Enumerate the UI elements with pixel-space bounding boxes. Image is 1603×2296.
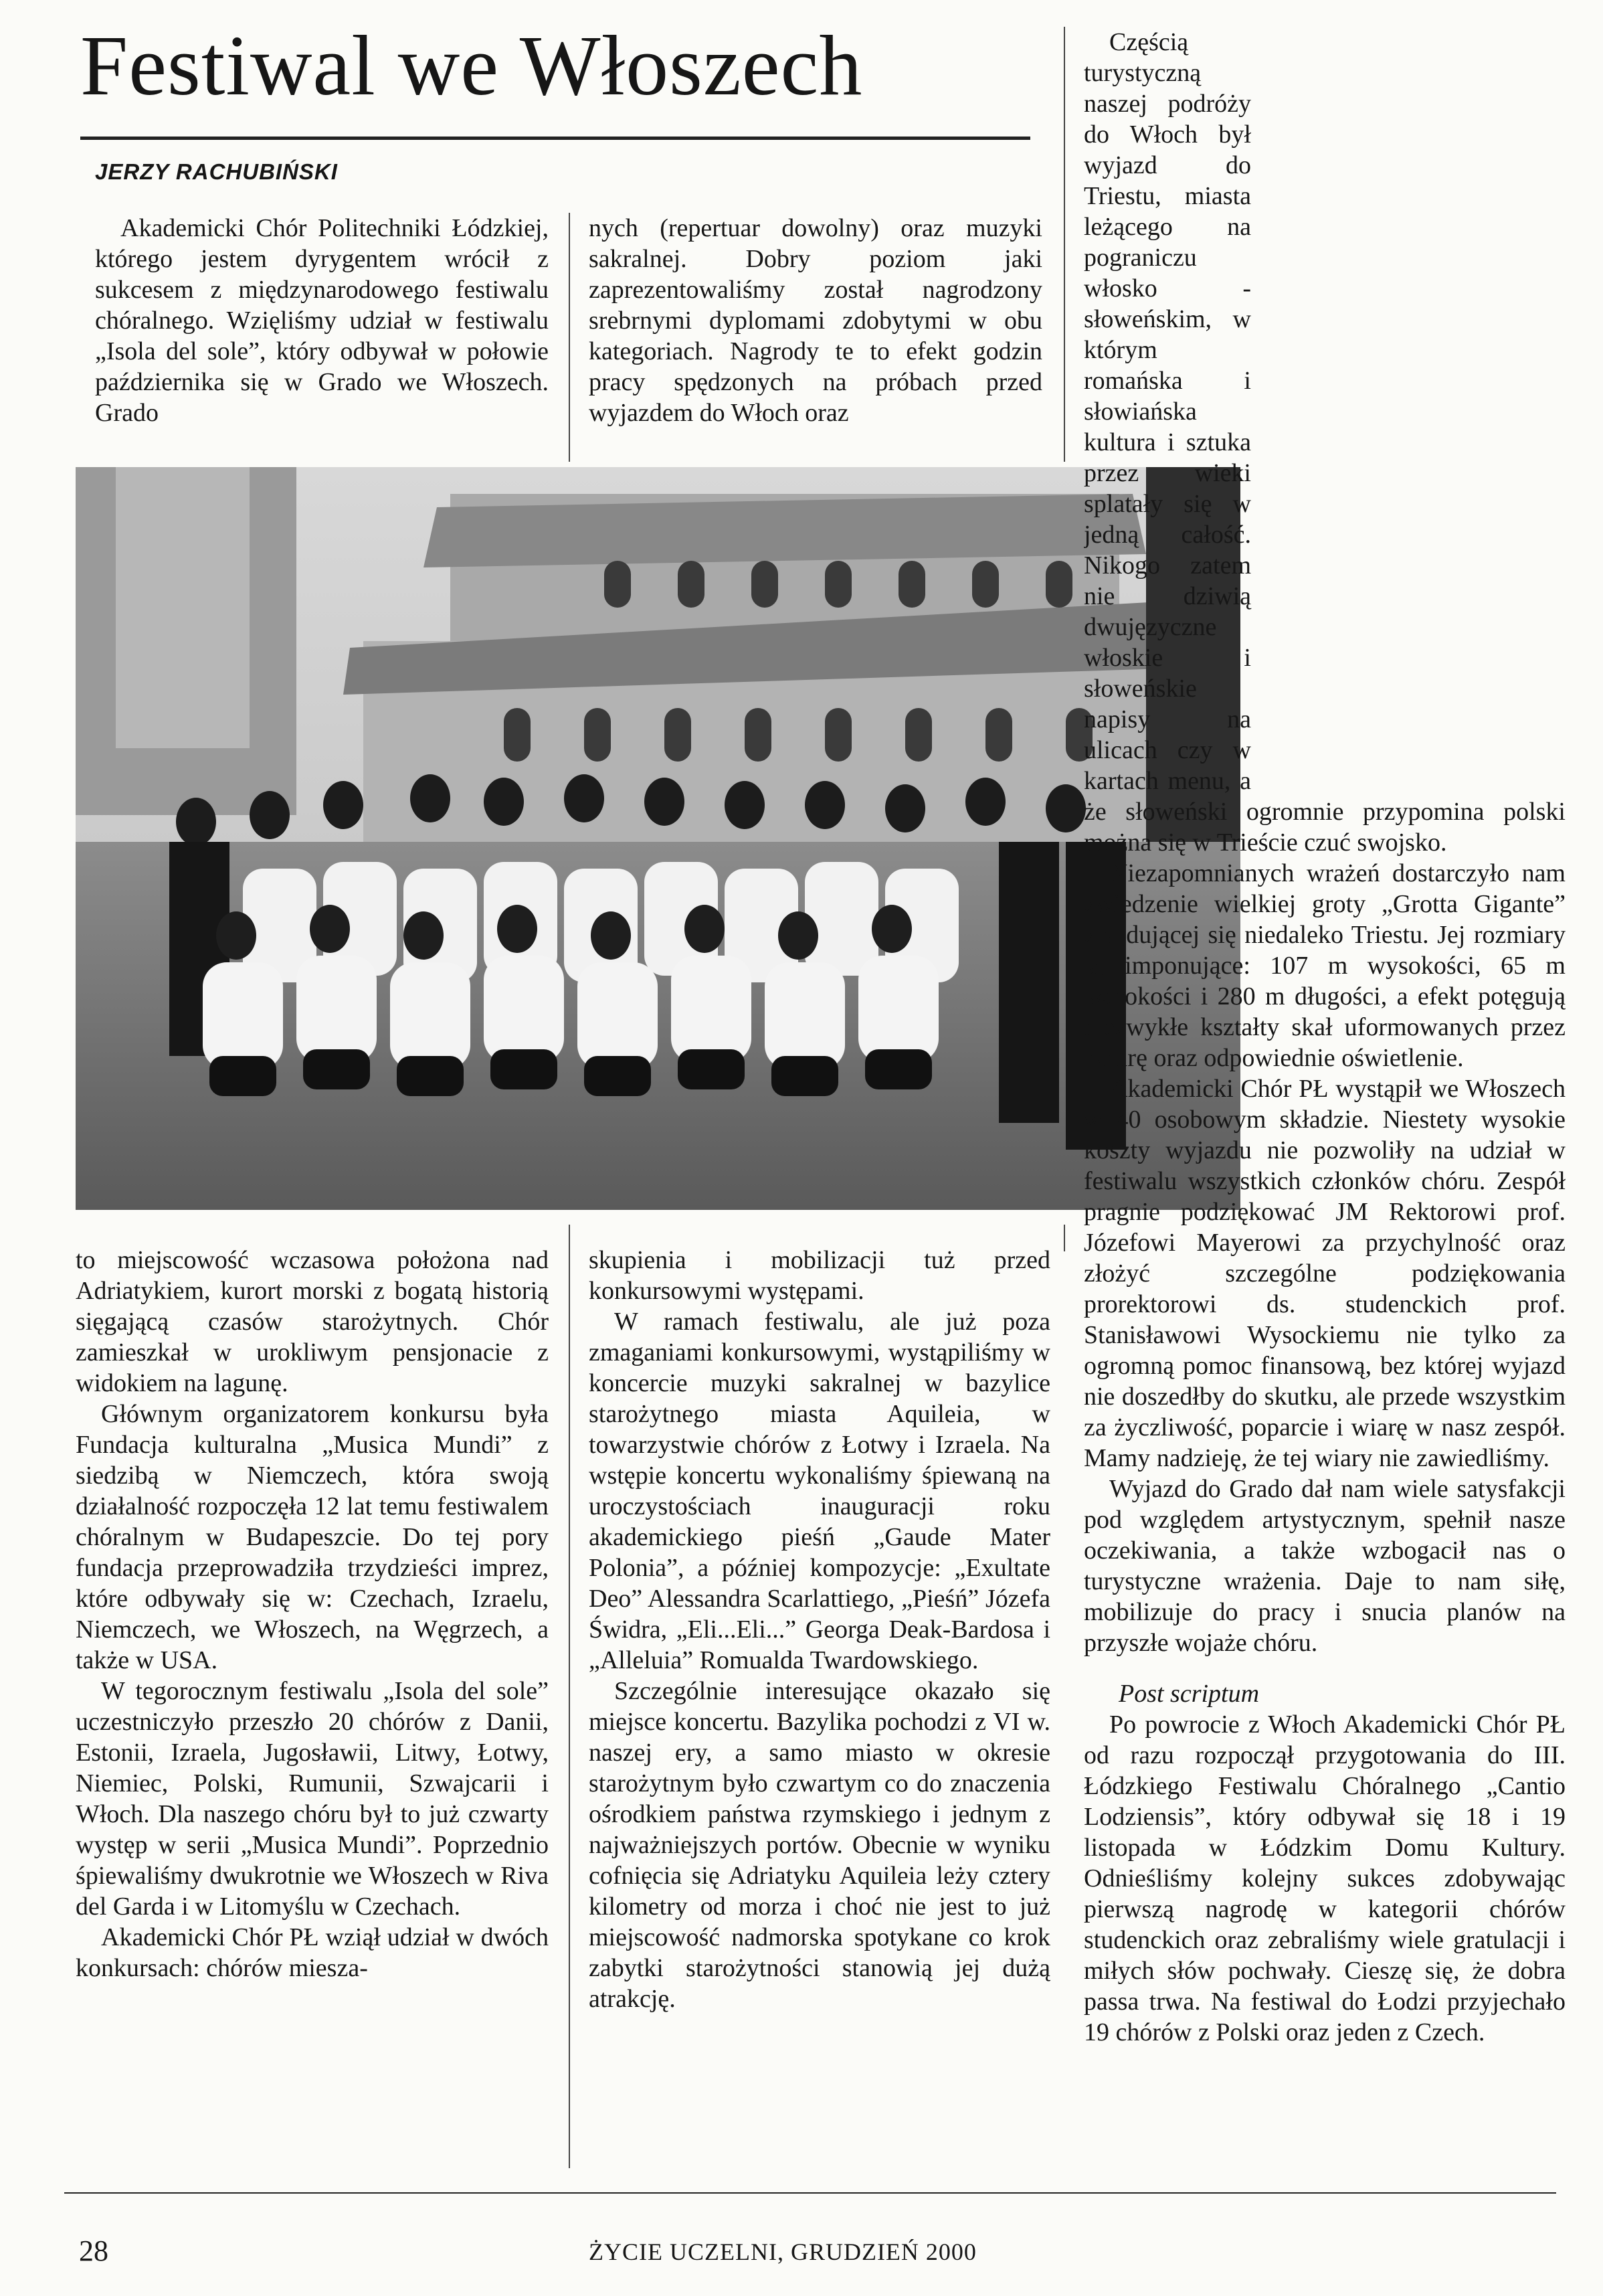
photo-wrap-space xyxy=(1251,27,1566,790)
paragraph: Częścią turystyczną naszej podróży do Włoch był wyjazd do Triestu, miasta leżącego na pograniczu włosko - słoweńskim, w którym romańska i słowiańska kultura i sztuka przez wieki splatały się w jedną całość. Nikogo zatem nie dziwią dwujęzyczne włoskie i słoweńskie napisy na ulicach czy w kartach menu, a że słoweński ogromnie przypomina polski można się w Trieście czuć swojsko. xyxy=(1084,28,1566,857)
column-separator xyxy=(569,213,570,462)
article-title: Festiwal we Włoszech xyxy=(80,18,863,113)
page-number: 28 xyxy=(79,2234,108,2267)
column-separator xyxy=(1064,27,1065,462)
column-separator xyxy=(1064,1225,1065,1251)
footer-rule xyxy=(64,2192,1556,2194)
paragraph: Głównym organizatorem konkursu była Fundacja kulturalna „Musica Mundi” z siedzibą w Niemczech, która swoją działalność rozpoczęła 12 lat temu festiwalem chóralnym w Budapeszcie. Do tej pory fundacja przeprowadziła trzydzieści imprez, które odbywały się w: Czechach, Izraelu, Niemczech, we Włoszech, na Węgrzech, a także w USA. xyxy=(76,1400,549,1674)
paragraph: Akademicki Chór PŁ wziął udział w dwóch konkursach: chórów miesza- xyxy=(76,1923,549,1982)
column-1-bottom xyxy=(76,1245,549,2161)
paragraph: Akademicki Chór PŁ wystąpił we Włoszech w 40 osobowym składzie. Niestety wysokie koszty wyjazdu nie pozwoliły na udział w festiwalu wszystkich członków chóru. Zespół pragnie podziękować JM Rektorowi prof. Józefowi Mayerowi za przychylność oraz złożyć szczególne podziękowania prorektorowi ds. studenckich prof. Stanisławowi Wysockiemu nie tylko za ogromną pomoc finansową, bez której wyjazd nie doszedłby do skutku, ale przede wszystkim za życzliwość, poparcie i wiarę w nasz zespół. Mamy nadzieję, że tej wiary nie zawiedliśmy. xyxy=(1084,1075,1566,1472)
paragraph: nych (repertuar dowolny) oraz muzyki sakralnej. Dobry poziom jaki zaprezentowaliśmy został nagrodzony srebrnymi dyplomami zdobytymi w obu kategoriach. Nagrody te to efekt godzin pracy spędzonych na próbach przed wyjazdem do Włoch oraz xyxy=(589,214,1042,427)
paragraph: Po powrocie z Włoch Akademicki Chór PŁ od razu rozpoczął przygotowania do III. Łódzkiego Festiwalu Chóralnego „Cantio Lodziensis”, który odbywał się 18 i 19 listopada w Łódzkim Domu Kultury. Odnieśliśmy kolejny sukces zdobywając pierwszą nagrodę w kategorii chórów studenckich oraz zebraliśmy wiele gratulacji i miłych słów pochwały. Cieszę się, że dobra passa trwa. Na festiwal do Łodzi przyjechało 19 chórów z Polski oraz jeden z Czech. xyxy=(1084,1710,1566,2046)
choir-photo-illustration xyxy=(76,467,1240,1210)
author-byline: JERZY RACHUBIŃSKI xyxy=(95,159,338,184)
column-separator xyxy=(569,1225,570,2168)
publication-footer: ŻYCIE UCZELNI, GRUDZIEŃ 2000 xyxy=(589,2238,977,2265)
paragraph: to miejscowość wczasowa położona nad Adriatykiem, kurort morski z bogatą historią sięgającą czasów starożytnych. Chór zamieszkał w urokliwym pensjonacie z widokiem na lagunę. xyxy=(76,1246,549,1397)
column-1-top xyxy=(95,213,549,462)
paragraph: W ramach festiwalu, ale już poza zmaganiami konkursowymi, wystąpiliśmy w koncercie muzyki sakralnej w bazylice starożytnego miasta Aquileia, w towarzystwie chórów z Łotwy i Izraela. Na wstępie koncertu wykonaliśmy śpiewaną na uroczystościach inauguracji roku akademickiego pieśń „Gaude Mater Polonia”, a później kompozycje: „Exultate Deo” Alessandra Scarlattiego, „Pieśń” Józefa Świdra, „Eli...Eli...” Georga Deak-Bardosa i „Alleluia” Romualda Twardowskiego. xyxy=(589,1308,1050,1674)
paragraph: W tegorocznym festiwalu „Isola del sole” uczestniczyło przeszło 20 chórów z Danii, Estonii, Izraela, Jugosławii, Litwy, Łotwy, Niemiec, Polski, Rumunii, Szwajcarii i Włoch. Dla naszego chóru był to już czwarty występ w serii „Musica Mundi”. Poprzednio śpiewaliśmy dwukrotnie we Włoszech w Riva del Garda i w Litomyślu w Czechach. xyxy=(76,1677,549,1921)
column-2-bottom xyxy=(589,1245,1050,2161)
paragraph: Szczególnie interesujące okazało się miejsce koncertu. Bazylika pochodzi z VI w. naszej ery, a samo miasto w okresie starożytnym było czwartym co do znaczenia ośrodkiem państwa rzymskiego i jednym z najważniejszych portów. Obecnie w wyniku cofnięcia się Adriatyku Aquileia leży cztery kilometry od morza i choć nie jest to już miejscowość nadmorska spotykane co krok zabytki starożytności stanowią jej dużą atrakcję. xyxy=(589,1677,1050,2013)
paragraph: Akademicki Chór Politechniki Łódzkiej, którego jestem dyrygentem wrócił z sukcesem z międzynarodowego festiwalu chóralnego. Wzięliśmy udział w festiwalu „Isola del sole”, który odbywał w połowie października się w Grado we Włoszech. Grado xyxy=(95,214,549,427)
paragraph: Wyjazd do Grado dał nam wiele satysfakcji pod względem artystycznym, spełnił nasze oczekiwania, a także wzbogacił nas o turystyczne wrażenia. Daje to nam siłę, mobilizuje do pracy i snucia planów na przyszłe wojaże chóru. xyxy=(1084,1475,1566,1657)
title-rule xyxy=(80,137,1030,140)
paragraph: skupienia i mobilizacji tuż przed konkursowymi występami. xyxy=(589,1246,1050,1305)
paragraph: Niezapomnianych wrażeń dostarczyło nam zwiedzenie wielkiej groty „Grotta Gigante” znajdującej się niedaleko Triestu. Jej rozmiary są imponujące: 107 m wysokości, 65 m szerokości i 280 m długości, a efekt potęgują niezwykłe kształty skał uformowanych przez naturę oraz odpowiednie oświetlenie. xyxy=(1084,859,1566,1072)
column-3 xyxy=(1084,27,1566,2161)
postscript-heading: Post scriptum xyxy=(1119,1680,1260,1708)
column-2-top xyxy=(589,213,1042,462)
choir-photo xyxy=(76,467,1240,1210)
